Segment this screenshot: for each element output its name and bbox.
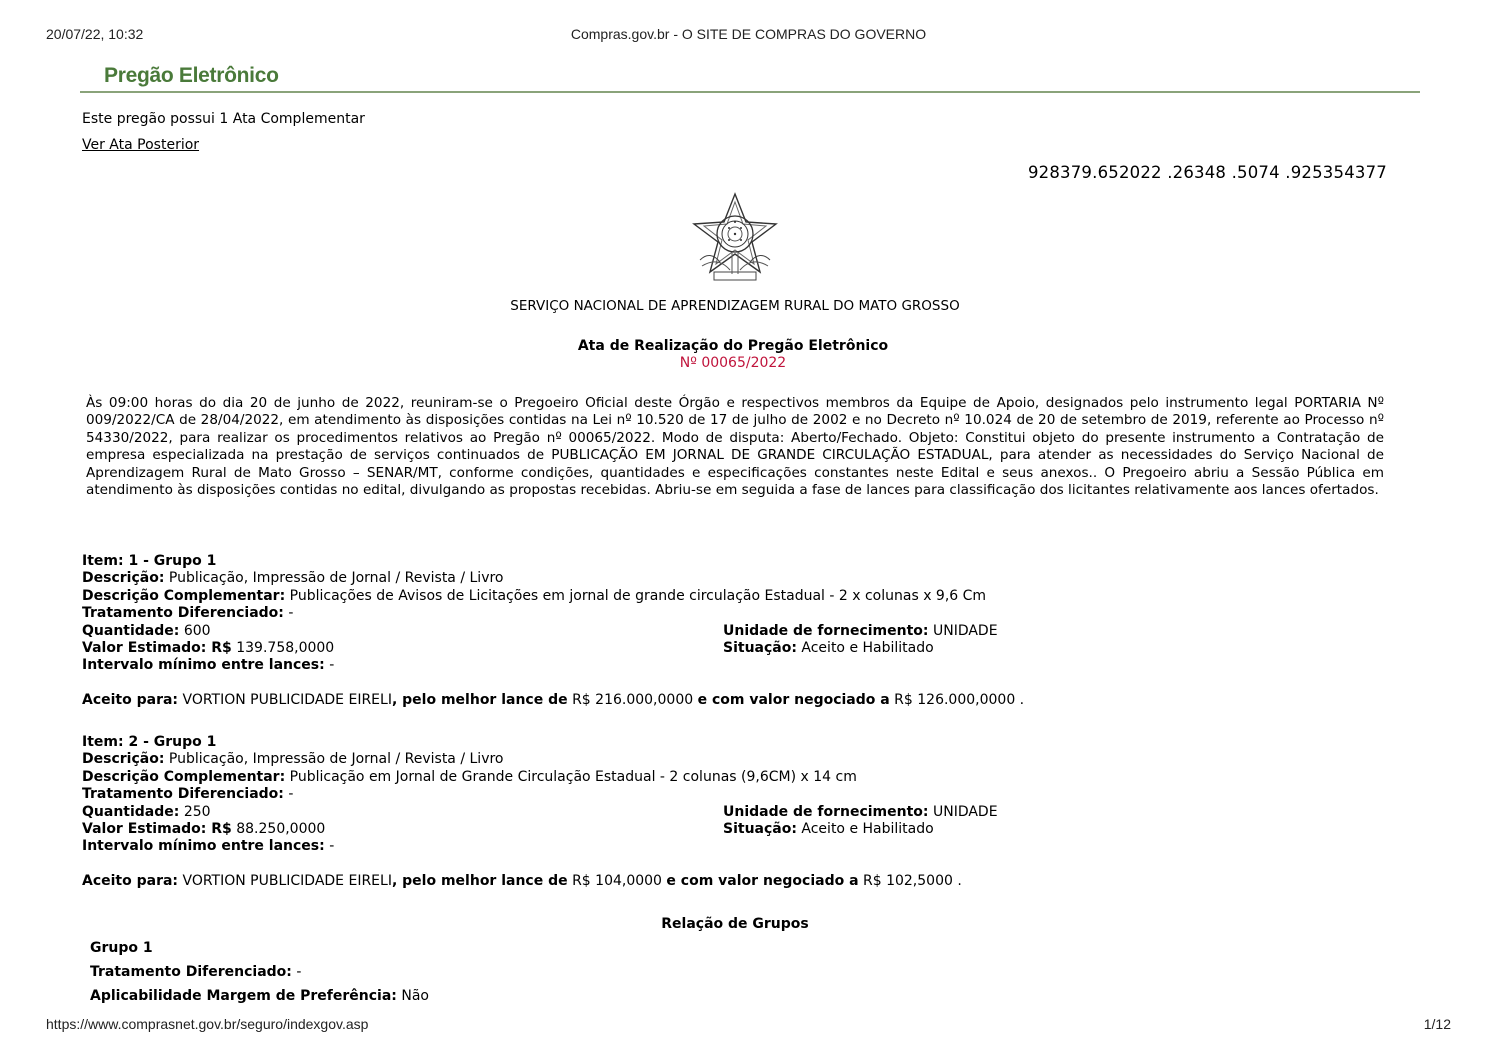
organization-name: SERVIÇO NACIONAL DE APRENDIZAGEM RURAL DO MATO GROSSO	[510, 298, 960, 314]
group-name-text: Grupo 1	[90, 940, 153, 956]
item-descricao: Publicação, Impressão de Jornal / Revista / Livro	[168, 570, 504, 587]
group-tratamento-value: -	[296, 964, 302, 980]
group-margem-value: Não	[401, 988, 429, 1004]
label: Quantidade:	[82, 803, 180, 820]
group-tratamento	[90, 964, 301, 980]
group-margem	[90, 988, 429, 1004]
melhor-lance-value: R$ 104,0000	[572, 873, 662, 889]
document-code: 928379.652022 .26348 .5074 .925354377	[1027, 163, 1387, 182]
label: Intervalo mínimo entre lances:	[82, 657, 325, 674]
label: Unidade de fornecimento:	[723, 622, 929, 639]
item-intervalo: -	[329, 657, 335, 674]
label: Descrição Complementar:	[82, 587, 286, 604]
valor-negociado-value: R$ 126.000,0000 .	[894, 692, 1025, 708]
item-situacao: Aceito e Habilitado	[801, 820, 934, 837]
label: Quantidade:	[82, 622, 180, 639]
label: , pelo melhor lance de	[391, 873, 568, 889]
aceito-line	[82, 692, 1024, 708]
aceito-line	[82, 873, 962, 889]
label: Descrição:	[82, 751, 165, 768]
label: Valor Estimado: R$	[82, 639, 232, 656]
ver-ata-posterior-link[interactable]: Ver Ata Posterior	[82, 137, 200, 153]
label: e com valor negociado a	[697, 692, 890, 708]
page-title: Pregão Eletrônico	[104, 64, 279, 87]
label: Intervalo mínimo entre lances:	[82, 838, 325, 855]
item-valor-estimado: 139.758,0000	[236, 639, 335, 656]
intro-paragraph: Às 09:00 horas do dia 20 de junho de 2022, reuniram-se o Pregoeiro Oficial deste Órgão e respectivos membros da Equipe de Apoio, designados pelo instrumento legal PORTARIA Nº 009/2022/CA de 28/04/2022, em atendimento às disposições contidas na Lei nº 10.520 de 17 de julho de 2002 e no Decreto nº 10.024 de 20 de setembro de 2019, referente ao Processo nº 54330/2022, para realizar os procedimentos relativos ao Pregão nº 00065/2022. Modo de disputa: Aberto/Fechado. Objeto: Constitui objeto do presente instrumento a Contratação de empresa especializada na prestação de serviços continuados de PUBLICAÇÃO EM JORNAL DE GRANDE CIRCULAÇÃO ESTADUAL, para atender as necessidades do Serviço Nacional de Aprendizagem Rural de Mato Grosso – SENAR/MT, conforme condições, quantidades e especificações constantes neste Edital e seus anexos.. O Pregoeiro abriu a Sessão Pública em atendimento às disposições contidas no edital, divulgando as propostas recebidas. Abriu-se em seguida a fase de lances para classificação dos licitantes relativamente aos lances ofertados.	[86, 395, 1384, 499]
label: Situação:	[723, 820, 797, 837]
title-divider	[80, 91, 1420, 93]
aceito-empresa: VORTION PUBLICIDADE EIRELI	[182, 873, 392, 889]
item-heading: Item: 1 - Grupo 1	[82, 553, 217, 569]
label: e com valor negociado a	[666, 873, 859, 889]
label: Aplicabilidade Margem de Preferência:	[90, 988, 397, 1004]
label: Descrição:	[82, 570, 165, 587]
valor-negociado-value: R$ 102,5000 .	[863, 873, 962, 889]
item-situacao: Aceito e Habilitado	[801, 639, 934, 656]
aceito-empresa: VORTION PUBLICIDADE EIRELI	[182, 692, 392, 708]
relacao-grupos-title: Relação de Grupos	[661, 916, 809, 932]
item-descricao: Publicação, Impressão de Jornal / Revista / Livro	[168, 751, 504, 768]
item-heading: Item: 2 - Grupo 1	[82, 734, 217, 750]
label: Aceito para:	[82, 873, 179, 889]
label: Situação:	[723, 639, 797, 656]
item-intervalo: -	[329, 838, 335, 855]
item-tratamento: -	[288, 786, 294, 803]
melhor-lance-value: R$ 216.000,0000	[572, 692, 694, 708]
print-page-title: Compras.gov.br - O SITE DE COMPRAS DO GOVERNO	[570, 26, 927, 42]
item-block	[82, 734, 1402, 856]
group-name	[90, 940, 153, 956]
print-datetime: 20/07/22, 10:32	[46, 26, 144, 42]
label: Tratamento Diferenciado:	[82, 786, 284, 803]
label: Valor Estimado: R$	[82, 820, 232, 837]
item-quantidade: 600	[183, 622, 211, 639]
item-quantidade: 250	[183, 803, 211, 820]
item-tratamento: -	[288, 605, 294, 622]
ata-number: Nº 00065/2022	[679, 355, 787, 371]
label: Tratamento Diferenciado:	[90, 964, 292, 980]
label: Aceito para:	[82, 692, 179, 708]
item-descricao-complementar: Publicações de Avisos de Licitações em jornal de grande circulação Estadual - 2 x colunas x 9,6 Cm	[289, 587, 987, 604]
item-descricao-complementar: Publicação em Jornal de Grande Circulação Estadual - 2 colunas (9,6CM) x 14 cm	[289, 768, 857, 785]
item-block	[82, 553, 1402, 675]
label: Tratamento Diferenciado:	[82, 605, 284, 622]
print-url: https://www.comprasnet.gov.br/seguro/indexgov.asp	[46, 1016, 369, 1032]
label: , pelo melhor lance de	[391, 692, 568, 708]
print-page-number: 1/12	[1423, 1016, 1451, 1032]
label: Descrição Complementar:	[82, 768, 286, 785]
ata-complementar-note: Este pregão possui 1 Ata Complementar	[82, 111, 365, 127]
item-valor-estimado: 88.250,0000	[236, 820, 326, 837]
ata-title: Ata de Realização do Pregão Eletrônico	[577, 338, 889, 354]
label: Unidade de fornecimento:	[723, 803, 929, 820]
item-unidade: UNIDADE	[932, 622, 998, 639]
coat-of-arms-icon	[690, 192, 780, 284]
item-unidade: UNIDADE	[932, 803, 998, 820]
